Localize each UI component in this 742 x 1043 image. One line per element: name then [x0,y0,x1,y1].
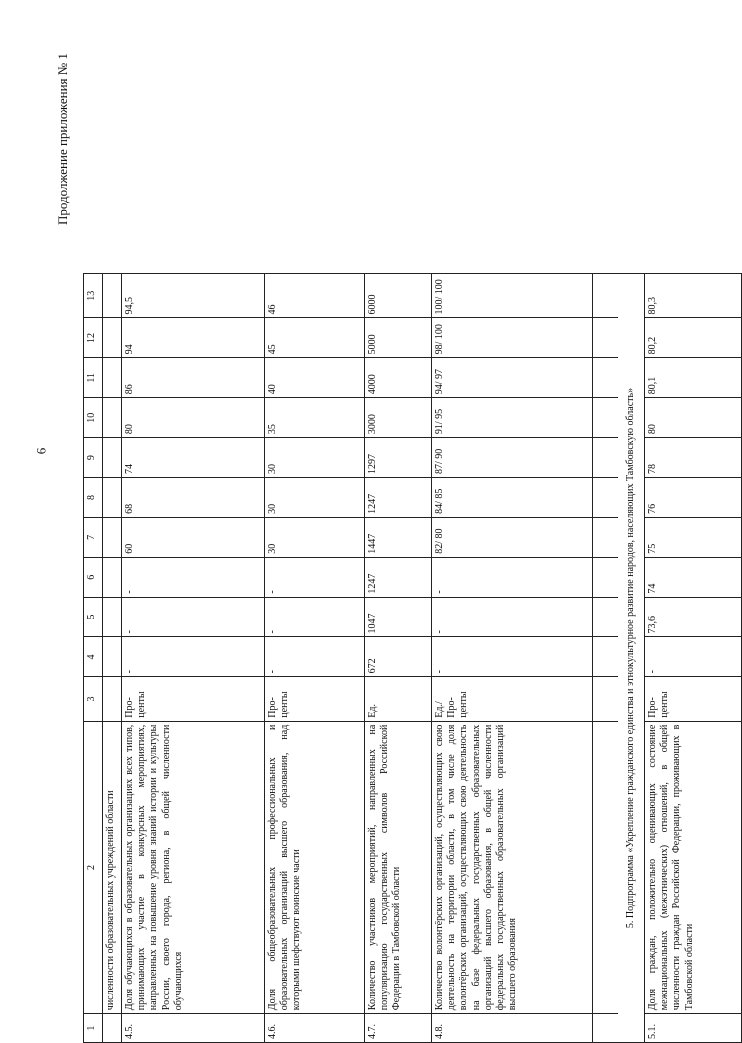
header-cell: 5 [84,597,103,637]
header-cell: 12 [84,318,103,358]
value-cell: 80,3 [645,274,742,319]
unit-cell: Про- центы [265,677,365,721]
value-cell: - [265,557,365,597]
table-row [265,274,365,1043]
indicator-name: Доля обучающихся в образовательных организациях всех типов, принимающих участие в конкурсных мероприятиях, направленных на повышение уровня знаний истории и культуры России, своего города, региона, в общей численности обучающихся [122,721,265,1014]
header-cell: 10 [84,398,103,438]
row-number: 4.6. [265,1014,365,1043]
value-cell: 74 [122,438,265,478]
value-cell: 1247 [365,478,432,518]
value-cell: 40 [265,358,365,398]
table-header-row [84,274,103,1043]
header-cell: 3 [84,677,103,721]
value-cell: 94/ 97 [432,358,593,398]
table-row [122,274,265,1043]
value-cell: 87/ 90 [432,438,593,478]
page-number: 6 [33,447,49,455]
header-cell: 8 [84,478,103,518]
value-cell: 6000 [365,274,432,319]
appendix-label: Продолжение приложения № 1 [55,53,70,225]
value-cell: 30 [265,438,365,478]
header-cell: 2 [84,721,103,1014]
value-cell: 80,2 [645,318,742,358]
table-row [432,274,593,1043]
table-row [645,274,742,1043]
value-cell: 80 [122,398,265,438]
indicator-name: Доля общеобразовательных профессиональных и образовательных организаций высшего образования, над которыми шефствуют воинские части [265,721,365,1014]
value-cell: 94,5 [122,274,265,319]
header-cell: 9 [84,438,103,478]
value-cell: 100/ 100 [432,274,593,319]
value-cell: - [265,597,365,637]
value-cell: - [265,637,365,677]
row-number: 4.5. [122,1014,265,1043]
value-cell: 30 [265,478,365,518]
header-cell: 1 [84,1014,103,1043]
table-row [365,274,432,1043]
value-cell: 76 [645,478,742,518]
indicator-name: Количество участников мероприятий, направленных на популяризацию государственных символов Российской Федерации в Тамбовской области [365,721,432,1014]
table-row-continuation [103,274,122,1043]
row-number: 4.7. [365,1014,432,1043]
value-cell: 74 [645,557,742,597]
value-cell: 98/ 100 [432,318,593,358]
value-cell: 78 [645,438,742,478]
header-cell: 13 [84,274,103,319]
value-cell: 82/ 80 [432,517,593,557]
value-cell: - [122,597,265,637]
row-number: 5.1. [645,1014,742,1043]
value-cell: 94 [122,318,265,358]
subprogram-row [618,274,645,1043]
value-cell: 80 [645,398,742,438]
value-cell: 672 [365,637,432,677]
value-cell: 1047 [365,597,432,637]
unit-cell: Ед. [365,677,432,721]
value-cell: 45 [265,318,365,358]
value-cell: - [432,557,593,597]
table-row-gap [593,274,619,1043]
value-cell: 46 [265,274,365,319]
value-cell: 84/ 85 [432,478,593,518]
value-cell: 86 [122,358,265,398]
value-cell: 1247 [365,557,432,597]
value-cell: 1297 [365,438,432,478]
unit-cell: Ед./ Про- центы [432,677,593,721]
indicator-name: Количество волонтёрских организаций, осуществляющих свою деятельность на территории области, в том числе доля волонтёрских организаций, осуществляющих свою деятельность на базе федеральных государственных образовательных организаций высшего образования, в общей численности федеральных государственных образовательных организаций высшего образования [432,721,593,1014]
indicator-table [83,273,742,1043]
unit-cell: Про- центы [122,677,265,721]
value-cell: - [122,557,265,597]
value-cell: 68 [122,478,265,518]
row-number: 4.8. [432,1014,593,1043]
value-cell: 35 [265,398,365,438]
continuation-text: численности образовательных учреждений области [103,721,122,1014]
value-cell: 5000 [365,318,432,358]
header-cell: 6 [84,557,103,597]
value-cell: - [432,597,593,637]
header-cell: 11 [84,358,103,398]
value-cell: 4000 [365,358,432,398]
value-cell: 30 [265,517,365,557]
value-cell: 73,6 [645,597,742,637]
indicator-name: Доля граждан, положительно оценивающих состояние межнациональных (межэтнических) отношений, в общей численности граждан Российской Федерации, проживающих в Тамбовской области [645,721,742,1014]
indicator-table-sheet [83,273,695,1043]
value-cell: 75 [645,517,742,557]
value-cell: 80,1 [645,358,742,398]
unit-cell: Про- центы [645,677,742,721]
header-cell: 4 [84,637,103,677]
value-cell: 3000 [365,398,432,438]
header-cell: 7 [84,517,103,557]
value-cell: 1447 [365,517,432,557]
subprogram-title: 5. Подпрограмма «Укрепление гражданского единства и этнокультурное развитие народов, населяющих Тамбовскую область» [618,274,645,1043]
value-cell: - [645,637,742,677]
value-cell: 91/ 95 [432,398,593,438]
value-cell: 60 [122,517,265,557]
value-cell: - [122,637,265,677]
value-cell: - [432,637,593,677]
